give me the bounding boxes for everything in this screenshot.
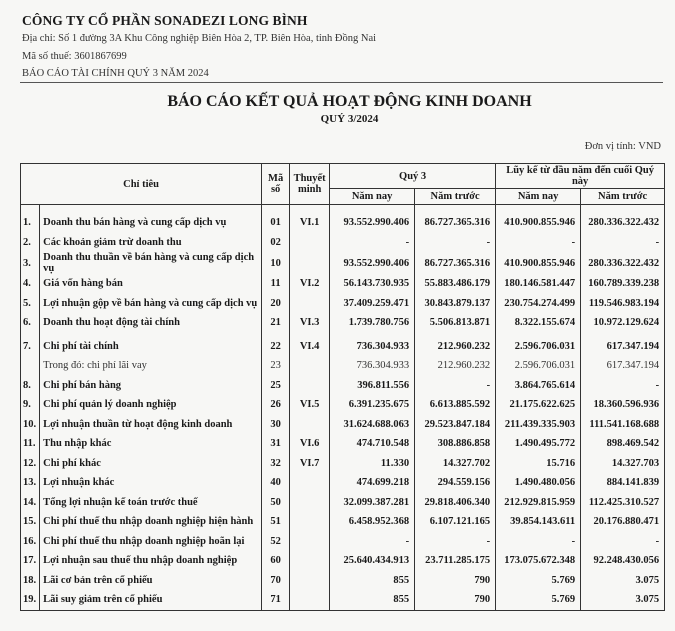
row-number: 19. bbox=[21, 590, 40, 610]
row-number: 8. bbox=[21, 376, 40, 396]
table-row bbox=[21, 493, 665, 513]
row-quarter-last-year: 29.818.406.340 bbox=[415, 493, 496, 513]
row-code: 60 bbox=[262, 551, 290, 571]
row-note bbox=[290, 252, 330, 274]
row-code: 31 bbox=[262, 434, 290, 454]
table-row bbox=[21, 233, 665, 253]
col-header-ytd-last-year: Năm trước bbox=[581, 189, 665, 205]
row-ytd-this-year: 2.596.706.031 bbox=[496, 356, 581, 376]
row-item-name: Doanh thu bán hàng và cung cấp dịch vụ bbox=[40, 205, 262, 233]
row-quarter-last-year: 6.107.121.165 bbox=[415, 512, 496, 532]
row-item-name: Lợi nhuận gộp về bán hàng và cung cấp dịch vụ bbox=[40, 294, 262, 314]
row-code: 51 bbox=[262, 512, 290, 532]
row-ytd-last-year: 617.347.194 bbox=[581, 356, 665, 376]
row-code: 70 bbox=[262, 571, 290, 591]
row-ytd-this-year: 15.716 bbox=[496, 454, 581, 474]
row-ytd-this-year: - bbox=[496, 233, 581, 253]
row-code: 26 bbox=[262, 395, 290, 415]
col-header-ytd-this-year: Năm nay bbox=[496, 189, 581, 205]
table-row bbox=[21, 395, 665, 415]
row-ytd-this-year: 211.439.335.903 bbox=[496, 415, 581, 435]
table-row bbox=[21, 252, 665, 274]
row-number: 6. bbox=[21, 313, 40, 333]
row-ytd-this-year: 173.075.672.348 bbox=[496, 551, 581, 571]
row-quarter-this-year: 32.099.387.281 bbox=[330, 493, 415, 513]
row-item-name: Các khoản giảm trừ doanh thu bbox=[40, 233, 262, 253]
row-note bbox=[290, 551, 330, 571]
row-quarter-this-year: 56.143.730.935 bbox=[330, 274, 415, 294]
col-header-note: Thuyết minh bbox=[290, 164, 330, 205]
row-quarter-last-year: 6.613.885.592 bbox=[415, 395, 496, 415]
row-ytd-last-year: 14.327.703 bbox=[581, 454, 665, 474]
row-note bbox=[290, 532, 330, 552]
row-quarter-last-year: 790 bbox=[415, 590, 496, 610]
currency-unit: Đơn vị tính: VND bbox=[584, 141, 661, 152]
row-code: 10 bbox=[262, 252, 290, 274]
row-note bbox=[290, 356, 330, 376]
row-ytd-last-year: 92.248.430.056 bbox=[581, 551, 665, 571]
row-code: 01 bbox=[262, 205, 290, 233]
table-row bbox=[21, 205, 665, 233]
row-ytd-last-year: - bbox=[581, 376, 665, 396]
row-note bbox=[290, 493, 330, 513]
row-code: 71 bbox=[262, 590, 290, 610]
row-note bbox=[290, 294, 330, 314]
table-row bbox=[21, 532, 665, 552]
row-ytd-this-year: 39.854.143.611 bbox=[496, 512, 581, 532]
col-header-item: Chỉ tiêu bbox=[21, 164, 262, 205]
row-quarter-last-year: 212.960.232 bbox=[415, 356, 496, 376]
row-number: 10. bbox=[21, 415, 40, 435]
row-ytd-last-year: - bbox=[581, 233, 665, 253]
row-quarter-this-year: - bbox=[330, 532, 415, 552]
table-row bbox=[21, 294, 665, 314]
row-ytd-last-year: 884.141.839 bbox=[581, 473, 665, 493]
row-quarter-this-year: 736.304.933 bbox=[330, 333, 415, 357]
row-note bbox=[290, 473, 330, 493]
row-item-name: Lợi nhuận sau thuế thu nhập doanh nghiệp bbox=[40, 551, 262, 571]
row-item-name: Chi phí thuế thu nhập doanh nghiệp hiện hành bbox=[40, 512, 262, 532]
row-quarter-last-year: 308.886.858 bbox=[415, 434, 496, 454]
table-row bbox=[21, 434, 665, 454]
row-item-name: Chi phí thuế thu nhập doanh nghiệp hoãn lại bbox=[40, 532, 262, 552]
row-note: VI.1 bbox=[290, 205, 330, 233]
row-number: 15. bbox=[21, 512, 40, 532]
row-quarter-this-year: 855 bbox=[330, 571, 415, 591]
row-item-name: Trong đó: chi phí lãi vay bbox=[40, 356, 262, 376]
row-number: 12. bbox=[21, 454, 40, 474]
row-ytd-last-year: 111.541.168.688 bbox=[581, 415, 665, 435]
row-ytd-this-year: 410.900.855.946 bbox=[496, 252, 581, 274]
table-row bbox=[21, 454, 665, 474]
row-note bbox=[290, 512, 330, 532]
row-quarter-this-year: 93.552.990.406 bbox=[330, 205, 415, 233]
row-ytd-this-year: 8.322.155.674 bbox=[496, 313, 581, 333]
row-item-name: Chi phí quản lý doanh nghiệp bbox=[40, 395, 262, 415]
row-item-name: Giá vốn hàng bán bbox=[40, 274, 262, 294]
row-ytd-last-year: 280.336.322.432 bbox=[581, 205, 665, 233]
row-number: 14. bbox=[21, 493, 40, 513]
row-item-name: Doanh thu hoạt động tài chính bbox=[40, 313, 262, 333]
col-header-quarter-this-year: Năm nay bbox=[330, 189, 415, 205]
table-row bbox=[21, 415, 665, 435]
row-number: 13. bbox=[21, 473, 40, 493]
row-code: 23 bbox=[262, 356, 290, 376]
row-note bbox=[290, 571, 330, 591]
row-code: 02 bbox=[262, 233, 290, 253]
row-number: 18. bbox=[21, 571, 40, 591]
row-item-name: Chi phí bán hàng bbox=[40, 376, 262, 396]
row-quarter-this-year: - bbox=[330, 233, 415, 253]
table-row bbox=[21, 313, 665, 333]
row-code: 21 bbox=[262, 313, 290, 333]
row-ytd-last-year: 112.425.310.527 bbox=[581, 493, 665, 513]
row-number: 11. bbox=[21, 434, 40, 454]
row-quarter-this-year: 474.710.548 bbox=[330, 434, 415, 454]
tax-code: Mã số thuế: 3601867699 bbox=[22, 51, 127, 62]
row-quarter-last-year: 5.506.813.871 bbox=[415, 313, 496, 333]
row-item-name: Doanh thu thuần về bán hàng và cung cấp dịch vụ bbox=[40, 252, 262, 274]
row-ytd-last-year: 3.075 bbox=[581, 590, 665, 610]
table-row bbox=[21, 473, 665, 493]
row-code: 25 bbox=[262, 376, 290, 396]
table-row bbox=[21, 333, 665, 357]
row-quarter-last-year: 212.960.232 bbox=[415, 333, 496, 357]
row-number: 9. bbox=[21, 395, 40, 415]
row-ytd-last-year: 898.469.542 bbox=[581, 434, 665, 454]
row-item-name: Tổng lợi nhuận kế toán trước thuế bbox=[40, 493, 262, 513]
row-quarter-last-year: - bbox=[415, 233, 496, 253]
row-quarter-last-year: - bbox=[415, 532, 496, 552]
row-ytd-last-year: 617.347.194 bbox=[581, 333, 665, 357]
row-ytd-this-year: 180.146.581.447 bbox=[496, 274, 581, 294]
row-ytd-this-year: 212.929.815.959 bbox=[496, 493, 581, 513]
row-note bbox=[290, 376, 330, 396]
row-number bbox=[21, 356, 40, 376]
row-note: VI.2 bbox=[290, 274, 330, 294]
header-divider bbox=[20, 82, 663, 83]
table-row bbox=[21, 356, 665, 376]
row-ytd-this-year: 5.769 bbox=[496, 590, 581, 610]
col-header-quarter: Quý 3 bbox=[330, 164, 496, 189]
row-item-name: Lợi nhuận khác bbox=[40, 473, 262, 493]
row-quarter-last-year: 14.327.702 bbox=[415, 454, 496, 474]
row-note bbox=[290, 590, 330, 610]
row-note bbox=[290, 233, 330, 253]
table-row bbox=[21, 512, 665, 532]
row-ytd-last-year: 160.789.339.238 bbox=[581, 274, 665, 294]
row-ytd-this-year: - bbox=[496, 532, 581, 552]
row-quarter-last-year: 29.523.847.184 bbox=[415, 415, 496, 435]
row-ytd-this-year: 3.864.765.614 bbox=[496, 376, 581, 396]
row-quarter-this-year: 396.811.556 bbox=[330, 376, 415, 396]
row-item-name: Chi phí khác bbox=[40, 454, 262, 474]
report-title: BÁO CÁO KẾT QUẢ HOẠT ĐỘNG KINH DOANH bbox=[167, 93, 532, 110]
row-item-name: Lãi suy giảm trên cổ phiếu bbox=[40, 590, 262, 610]
row-quarter-this-year: 37.409.259.471 bbox=[330, 294, 415, 314]
row-ytd-this-year: 21.175.622.625 bbox=[496, 395, 581, 415]
company-address: Địa chỉ: Số 1 đường 3A Khu Công nghiệp Biên Hòa 2, TP. Biên Hòa, tỉnh Đồng Nai bbox=[22, 33, 377, 44]
row-ytd-this-year: 2.596.706.031 bbox=[496, 333, 581, 357]
row-number: 4. bbox=[21, 274, 40, 294]
table-row bbox=[21, 551, 665, 571]
table-row bbox=[21, 274, 665, 294]
row-code: 20 bbox=[262, 294, 290, 314]
row-quarter-last-year: 86.727.365.316 bbox=[415, 205, 496, 233]
row-ytd-last-year: 10.972.129.624 bbox=[581, 313, 665, 333]
row-note: VI.3 bbox=[290, 313, 330, 333]
row-quarter-last-year: 790 bbox=[415, 571, 496, 591]
row-quarter-last-year: 55.883.486.179 bbox=[415, 274, 496, 294]
row-quarter-last-year: 294.559.156 bbox=[415, 473, 496, 493]
row-ytd-this-year: 410.900.855.946 bbox=[496, 205, 581, 233]
row-quarter-this-year: 855 bbox=[330, 590, 415, 610]
row-note: VI.4 bbox=[290, 333, 330, 357]
row-code: 30 bbox=[262, 415, 290, 435]
row-item-name: Chi phí tài chính bbox=[40, 333, 262, 357]
row-code: 50 bbox=[262, 493, 290, 513]
row-number: 5. bbox=[21, 294, 40, 314]
row-number: 2. bbox=[21, 233, 40, 253]
row-ytd-last-year: 280.336.322.432 bbox=[581, 252, 665, 274]
income-statement-table bbox=[20, 163, 665, 611]
row-ytd-last-year: - bbox=[581, 532, 665, 552]
row-item-name: Lợi nhuận thuần từ hoạt động kinh doanh bbox=[40, 415, 262, 435]
row-quarter-this-year: 25.640.434.913 bbox=[330, 551, 415, 571]
row-number: 7. bbox=[21, 333, 40, 357]
row-quarter-this-year: 1.739.780.756 bbox=[330, 313, 415, 333]
row-item-name: Lãi cơ bản trên cổ phiếu bbox=[40, 571, 262, 591]
row-code: 22 bbox=[262, 333, 290, 357]
row-quarter-last-year: 23.711.285.175 bbox=[415, 551, 496, 571]
row-number: 16. bbox=[21, 532, 40, 552]
row-note: VI.5 bbox=[290, 395, 330, 415]
table-row bbox=[21, 590, 665, 610]
row-quarter-this-year: 6.391.235.675 bbox=[330, 395, 415, 415]
col-header-code: Mã số bbox=[262, 164, 290, 205]
row-ytd-this-year: 1.490.495.772 bbox=[496, 434, 581, 454]
row-number: 3. bbox=[21, 252, 40, 274]
row-note bbox=[290, 415, 330, 435]
row-quarter-last-year: 30.843.879.137 bbox=[415, 294, 496, 314]
row-ytd-this-year: 1.490.480.056 bbox=[496, 473, 581, 493]
report-name: BÁO CÁO TÀI CHÍNH QUÝ 3 NĂM 2024 bbox=[22, 68, 209, 79]
col-header-quarter-last-year: Năm trước bbox=[415, 189, 496, 205]
row-code: 40 bbox=[262, 473, 290, 493]
row-quarter-this-year: 11.330 bbox=[330, 454, 415, 474]
table-row bbox=[21, 376, 665, 396]
table-row bbox=[21, 571, 665, 591]
row-ytd-this-year: 5.769 bbox=[496, 571, 581, 591]
row-code: 32 bbox=[262, 454, 290, 474]
row-number: 17. bbox=[21, 551, 40, 571]
row-ytd-last-year: 119.546.983.194 bbox=[581, 294, 665, 314]
row-ytd-last-year: 20.176.880.471 bbox=[581, 512, 665, 532]
row-quarter-this-year: 31.624.688.063 bbox=[330, 415, 415, 435]
row-ytd-last-year: 18.360.596.936 bbox=[581, 395, 665, 415]
report-subtitle: QUÝ 3/2024 bbox=[320, 113, 379, 125]
row-item-name: Thu nhập khác bbox=[40, 434, 262, 454]
row-ytd-last-year: 3.075 bbox=[581, 571, 665, 591]
row-quarter-this-year: 736.304.933 bbox=[330, 356, 415, 376]
row-code: 11 bbox=[262, 274, 290, 294]
row-code: 52 bbox=[262, 532, 290, 552]
row-quarter-this-year: 93.552.990.406 bbox=[330, 252, 415, 274]
row-quarter-this-year: 6.458.952.368 bbox=[330, 512, 415, 532]
row-number: 1. bbox=[21, 205, 40, 233]
row-note: VI.7 bbox=[290, 454, 330, 474]
row-quarter-last-year: 86.727.365.316 bbox=[415, 252, 496, 274]
row-quarter-last-year: - bbox=[415, 376, 496, 396]
company-name: CÔNG TY CỔ PHẦN SONADEZI LONG BÌNH bbox=[22, 13, 308, 28]
col-header-ytd: Lũy kế từ đầu năm đến cuối Quý này bbox=[496, 164, 665, 189]
row-note: VI.6 bbox=[290, 434, 330, 454]
row-quarter-this-year: 474.699.218 bbox=[330, 473, 415, 493]
row-ytd-this-year: 230.754.274.499 bbox=[496, 294, 581, 314]
